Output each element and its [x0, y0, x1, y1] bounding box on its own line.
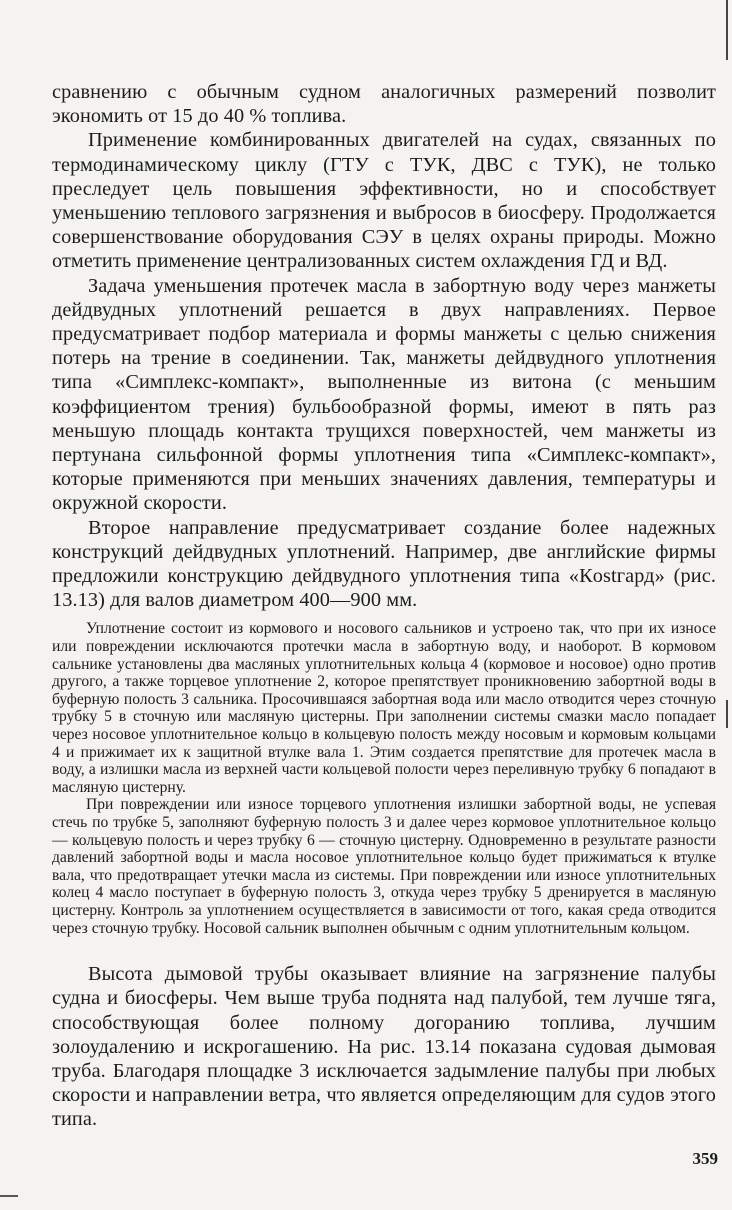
small-print-block [52, 620, 716, 937]
small-paragraph-seal-structure: Уплотнение состоит из кормового и носового сальников и устроено так, что при их износе или повреждении исключаются протечки масла в забортную воду, и наоборот. В кормовом сальнике установлены два масляных уплотнительных кольца 4 (кормовое и носовое) одно против другого, а также торцевое уплотнение 2, которое препятствует проникновению забортной воды в буферную полость 3 сальника. Просочившаяся забортная вода или масло отводится через сточную трубку 5 в сточную или масляную цистерны. При заполнении системы смазки масло попадает через носовое уплотнительное кольцо в кольцевую полость между носовым и кормовым кольцами 4 и прижимает их к защитной втулке вала 1. Этим создается препятствие для протечек масла в воду, а излишки масла из верхней части кольцевой полости через переливную трубку 6 попадают в масляную цистерну. [52, 620, 716, 796]
paragraph-combined-engines: Применение комбинированных двигателей на судах, связанных по термодинамическому циклу (ГТУ с ТУК, ДВС с ТУК), не только преследует цель повышения эффективности, но и способствует уменьшению теплового загрязнения и выбросов в биосферу. Продолжается совершенствование оборудования СЭУ в целях охраны природы. Можно отметить применение централизованных систем охлаждения ГД и ВД. [52, 129, 716, 273]
page-number: 359 [692, 1149, 718, 1168]
paragraph-continuation: сравнению с обычным судном аналогичных размерений позволит экономить от 15 до 40 % топлива. [52, 81, 716, 128]
scan-edge-mark [726, 0, 728, 60]
scan-edge-mark [726, 700, 728, 728]
small-paragraph-seal-damage: При повреждении или износе торцевого уплотнения излишки забортной воды, не успевая стечь по трубке 5, заполняют буферную полость 3 и далее через кормовое уплотнительное кольцо — кольцевую полость и через трубку 6 — сточную цистерну. Одновременно в результате разности давлений забортной воды и масла носовое уплотнительное кольцо будет прижиматься к втулке вала, что предотвращает утечки масла из системы. При повреждении или износе уплотнительных колец 4 масло поступает в буферную полость 3, откуда через трубку 5 дренируется в масляную цистерну. Контроль за уплотнением осуществляется в зависимости от того, какая среда отводится через сточную трубку. Носовой сальник выполнен обычным с одним уплотнительным кольцом. [52, 796, 716, 937]
paragraph-second-direction: Второе направление предусматривает создание более надежных конструкций дейдвудных уплотнений. Например, две английские фирмы предложили конструкцию дейдвудного уплотнения типа «Кostгард» (рис. 13.13) для валов диаметром 400—900 мм. [52, 516, 716, 612]
paragraph-funnel-height: Высота дымовой трубы оказывает влияние на загрязнение палубы судна и биосферы. Чем выше труба поднята над палубой, тем лучше тяга, способствующая более полному догоранию топлива, лучшим золоудалению и искрогашению. На рис. 13.14 показана судовая дымовая труба. Благодаря площадке 3 исключается задымление палубы при любых скорости и направлении ветра, что является определяющим для судов этого типа. [52, 963, 716, 1131]
paragraph-oil-leak-task: Задача уменьшения протечек масла в забортную воду через манжеты дейдвудных уплотнений решается в двух направлениях. Первое предусматривает подбор материала и формы манжеты с целью снижения потерь на трение в соединении. Так, манжеты дейдвудного уплотнения типа «Симплекс-компакт», выполненные из витона (с меньшим коэффициентом трения) бульбообразной формы, имеют в пять раз меньшую площадь контакта трущихся поверхностей, чем манжеты из пертунана сильфонной формы уплотнения типа «Симплекс-компакт», которые применяются при меньших значениях давления, температуры и окружной скорости. [52, 274, 716, 515]
page-content [52, 80, 716, 1132]
scan-edge-mark [0, 1195, 18, 1197]
lower-text-block [52, 962, 716, 1131]
